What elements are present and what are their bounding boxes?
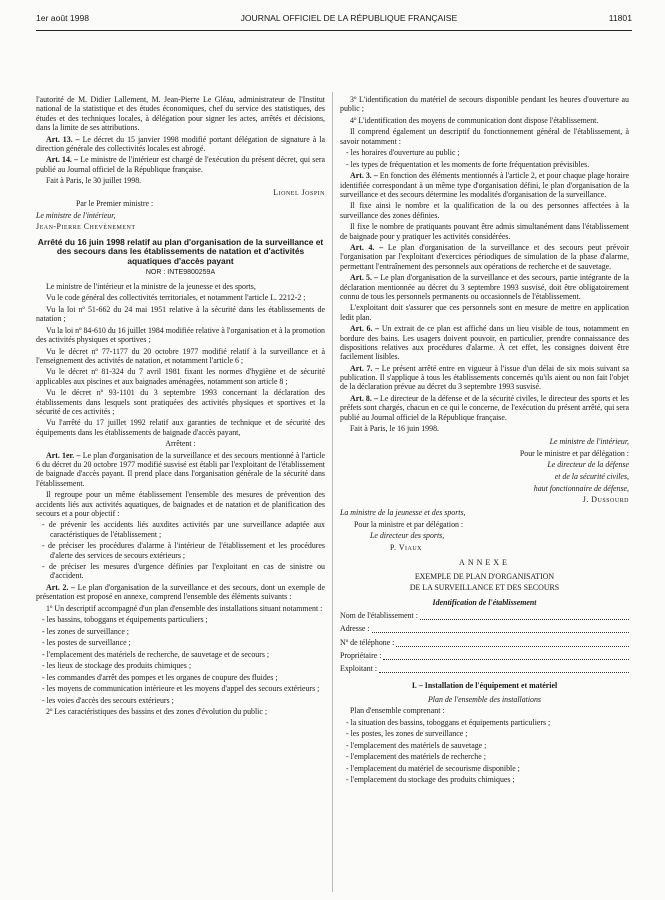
paragraph: Il regroupe pour un même établissement l'ensemble des mesures de prévention des accidents liés aux activités aquatiques, de baignades et de natation et de planification des secours et a pour objectif :: [36, 490, 325, 518]
signature-minister: Jean-Pierre Chevènement: [36, 222, 136, 232]
sig-line: Le ministre de l'intérieur,: [549, 437, 629, 447]
article-8: [340, 394, 629, 422]
list-item: - les moyens de communication intérieure et les moyens d'appel des secours extérieurs ;: [36, 684, 325, 693]
article-text: Le présent arrêté entre en vigueur à l'issue d'un délai de six mois suivant sa publication. Il s'applique à tous les établissements concernés qu'ils aient ou non fait l'objet de la déclaration prévue au décret du 3 septembre 1993 susvisé.: [340, 363, 629, 392]
article-text: Le plan d'organisation de la surveillance et des secours, partie intégrante de la déclaration mentionnée au décret du 3 septembre 1993 susvisé, doit être obligatoirement connu de tous les personnels permanents ou occasionnels de l'établissement.: [340, 273, 629, 301]
minister-title: Le ministre de l'intérieur,: [36, 210, 116, 220]
vu-item: Vu l'arrêté du 17 juillet 1992 relatif aux garanties de technique et de sécurité des équipements dans les établissements de baignade d'accès payant,: [36, 418, 325, 437]
done-at: Fait à Paris, le 30 juillet 1998.: [46, 176, 142, 186]
sig-line: haut fonctionnaire de défense,: [533, 483, 629, 493]
article-14: [36, 155, 325, 174]
article-label: Art. 14. –: [46, 155, 79, 165]
article-label: Art. 7. –: [350, 363, 380, 373]
article-text: Le directeur de la défense et de la sécurité civiles, le directeur des sports et les préfets sont chargés, chacun en ce qui le concerne, de l'exécution du présent arrêté, qui sera publié au Journal officiel de la République française.: [340, 393, 629, 422]
page-header: [36, 13, 632, 31]
article-label: Art. 4. –: [350, 243, 384, 253]
article-label: Art. 6. –: [350, 324, 380, 334]
list-item: - les bassins, toboggans et équipements particuliers ;: [36, 615, 325, 624]
form-field: [340, 638, 629, 647]
vu-item: Vu le code général des collectivités territoriales, et notamment l'article L. 2212-2 ;: [46, 293, 306, 303]
form-label: Nom de l'établissement :: [340, 610, 418, 620]
sig-line: Pour la ministre et par délégation :: [354, 519, 464, 529]
paragraph: Il fixe ainsi le nombre et la qualification de la ou des personnes affectées à la surveillance des zones définies.: [340, 201, 629, 220]
dotted-line: [379, 664, 629, 673]
form-label: Exploitant :: [340, 664, 378, 674]
form-field: [340, 624, 629, 633]
plan-title: Plan de l'ensemble des installations: [427, 694, 542, 704]
vu-item: Vu le décret nº 93-1101 du 3 septembre 1993 concernant la déclaration des établissements dans lesquels sont pratiquées des activités physiques et sportives et la sécurité de ces activités ;: [36, 388, 325, 416]
annex-subtitle: DE LA SURVEILLANCE ET DES SECOURS: [409, 583, 560, 593]
paragraph: Il fixe le nombre de pratiquants pouvant être admis simultanément dans l'établissement de baignade pour y pratiquer les activités considérées.: [340, 222, 629, 241]
list-item: - l'emplacement du stockage des produits chimiques ;: [340, 775, 629, 784]
article-text: Le plan d'organisation de la surveillance et des secours mentionné à l'article 6 du décret du 20 octobre 1977 modifié susvisé est établi par l'exploitant de l'établissement de baignade d'accès payant. Il prend place dans l'organisation générale de la sécurité dans l'établissement.: [36, 450, 325, 488]
list-item: - les horaires d'ouverture au public ;: [340, 148, 629, 157]
list-item: - les voies d'accès des secours extérieurs ;: [36, 696, 325, 705]
paragraph: 3º L'identification du matériel de secours disponible pendant les heures d'ouverture au public ;: [340, 95, 629, 114]
sig-line: La ministre de la jeunesse et des sports,: [340, 508, 466, 518]
signature-sports: [340, 508, 629, 552]
article-7: [340, 364, 629, 392]
sig-name: J. Dussourd: [582, 495, 629, 505]
nor-reference: NOR : INTE9800259A: [145, 268, 216, 276]
article-label: Art. 3. –: [350, 171, 378, 181]
paragraph: Il comprend également un descriptif du fonctionnement général de l'établissement, à savoir notamment :: [340, 127, 629, 146]
header-journal-title: JOURNAL OFFICIEL DE LA RÉPUBLIQUE FRANÇAISE: [240, 13, 458, 23]
dotted-line: [372, 624, 629, 633]
decree-title: Arrêté du 16 juin 1998 relatif au plan d'organisation de la surveillance et des secours dans les établissements de natation et d'activités aquatiques d'accès payant: [37, 236, 324, 266]
vu-item: Vu la loi nº 84-610 du 16 juillet 1984 modifiée relative à l'organisation et à la promotion des activités physiques et sportives ;: [36, 325, 325, 344]
list-item: - les types de fréquentation et les moments de forte fréquentation prévisibles.: [340, 160, 629, 169]
sig-name: P. Viaux: [390, 542, 423, 552]
list-item: - de préciser les mesures d'urgence définies par l'exploitant en cas de sinistre ou d'accident.: [36, 562, 325, 581]
paragraph: 1º Un descriptif accompagné d'un plan d'ensemble des installations situant notamment :: [46, 603, 323, 613]
arretent: Arrêtent :: [165, 439, 196, 449]
article-2: [36, 583, 325, 602]
annex-subtitle: EXEMPLE DE PLAN D'ORGANISATION: [414, 571, 555, 581]
article-label: Art. 5. –: [350, 273, 379, 283]
sig-line: et de la sécurité civiles,: [554, 472, 629, 481]
annex-title: ANNEXE: [459, 558, 510, 568]
article-4: [340, 243, 629, 271]
header-page-number: 11801: [608, 13, 632, 23]
identification-title: Identification de l'établissement: [432, 597, 537, 607]
list-item: - les postes de surveillance ;: [36, 638, 325, 647]
paragraph: L'exploitant doit s'assurer que ces personnels sont en mesure de mettre en application ledit plan.: [340, 303, 629, 322]
signature-pm: Lionel Jospin: [273, 187, 325, 197]
plan-intro: Plan d'ensemble comprenant :: [350, 706, 445, 716]
section-title: I. – Installation de l'équipement et matériel: [411, 681, 558, 691]
done-at: Fait à Paris, le 16 juin 1998.: [350, 424, 439, 434]
article-label: Art. 1er. –: [46, 450, 81, 460]
by-pm: Par le Premier ministre :: [76, 199, 154, 209]
list-item: - les zones de surveillance ;: [36, 627, 325, 636]
vu-item: Vu le décret nº 77-1177 du 20 octobre 1977 modifié relatif à la surveillance et à l'enseignement des activités de natation, et notamment l'article 6 ;: [36, 346, 325, 365]
list-item: - les lieux de stockage des produits chimiques ;: [36, 661, 325, 670]
list-item: - la situation des bassins, toboggans et équipements particuliers ;: [340, 718, 629, 727]
sig-line: Pour le ministre et par délégation :: [519, 448, 629, 458]
left-column: [36, 95, 325, 895]
article-label: Art. 13. –: [46, 134, 80, 144]
article-text: Un extrait de ce plan est affiché dans un lieu visible de tous, notamment en bordure des bains. Les usagers doivent pouvoir, en particulier, prendre connaissance des dispositions relatives aux procédures d'alarme. À cet effet, les consignes doivent être facilement lisibles.: [340, 324, 629, 362]
dotted-line: [396, 638, 629, 647]
list-item: - l'emplacement des matériels de recherche ;: [340, 752, 629, 761]
article-text: En fonction des éléments mentionnés à l'article 2, et pour chaque plage horaire identifiée correspondant à un même type d'organisation défini, le plan d'organisation de la surveillance et des secours détermine les modalités d'organisation de la surveillance.: [340, 171, 629, 199]
article-label: Art. 8. –: [350, 393, 378, 403]
vu-item: Vu le décret nº 81-324 du 7 avril 1981 fixant les normes d'hygiène et de sécurité applicables aux piscines et aux baignades aménagées, notamment son article 8 ;: [36, 367, 325, 386]
form-label: Adresse :: [340, 624, 370, 634]
article-text: Le décret du 15 janvier 1998 modifié portant délégation de signature à la direction générale des collectivités locales est abrogé.: [36, 134, 325, 153]
header-date: 1er août 1998: [36, 13, 90, 23]
paragraph: l'autorité de M. Didier Lallement, M. Jean-Pierre Le Gléau, administrateur de l'Institut national de la statistique et des études économiques, chef du service des statistiques, des études et des techniques locales, à délégation pour signer les actes, arrêtés et décisions, dans la limite de ses attributions.: [36, 95, 325, 132]
list-item: - l'emplacement des matériels de recherche, de sauvetage et de secours ;: [36, 650, 325, 659]
list-item: - de préciser les procédures d'alarme à l'intérieur de l'établissement et les procédures d'alerte des services de secours extérieurs ;: [36, 541, 325, 560]
form-field: [340, 611, 629, 620]
paragraph: 2º Les caractéristiques des bassins et des zones d'évolution du public ;: [46, 707, 268, 717]
form-field: [340, 651, 629, 660]
form-label: Propriétaire :: [340, 650, 382, 660]
sig-line: Le directeur de la défense: [547, 460, 629, 470]
article-text: Le plan d'organisation de la surveillance et des secours peut prévoir l'organisation par l'exploitant d'exercices périodiques de simulation de la phase d'alarme, permettant l'entraînement des personnels aux opérations de recherche et de sauvetage.: [340, 243, 629, 271]
list-item: - de prévenir les accidents liés auxdites activités par une surveillance adaptée aux caractéristiques de l'établissement ;: [36, 520, 325, 539]
list-item: - les commandes d'arrêt des pompes et les organes de coupure des fluides ;: [36, 673, 325, 682]
article-5: [340, 273, 629, 301]
dotted-line: [420, 611, 629, 620]
article-3: [340, 171, 629, 199]
list-item: - les postes, les zones de surveillance ;: [340, 729, 629, 738]
list-item: - l'emplacement du matériel de secourisme disponible ;: [340, 764, 629, 773]
dotted-line: [383, 651, 629, 660]
form-label: Nº de téléphone :: [340, 637, 395, 647]
intro: Le ministre de l'intérieur et la ministre de la jeunesse et des sports,: [46, 281, 256, 291]
paragraph: 4º L'identification des moyens de communication dont dispose l'établissement.: [350, 115, 599, 125]
list-item: - l'emplacement des matériels de sauvetage ;: [340, 741, 629, 750]
right-column: [340, 95, 629, 895]
article-label: Art. 2. –: [46, 582, 75, 592]
column-divider: [332, 92, 333, 892]
signature-interior: [340, 437, 629, 504]
article-text: Le plan d'organisation de la surveillance et des secours, dont un exemple de présentation est proposé en annexe, comprend l'ensemble des éléments suivants :: [36, 582, 325, 602]
vu-item: Vu la loi nº 51-662 du 24 mai 1951 relative à la sécurité dans les établissements de natation ;: [36, 304, 325, 324]
article-6: [340, 324, 629, 361]
sig-line: Le directeur des sports,: [370, 531, 445, 541]
article-13: [36, 135, 325, 154]
form-field: [340, 664, 629, 673]
article-1: [36, 451, 325, 488]
article-text: Le ministre de l'intérieur est chargé de l'exécution du présent décret, qui sera publié au Journal officiel de la République française.: [36, 155, 325, 174]
